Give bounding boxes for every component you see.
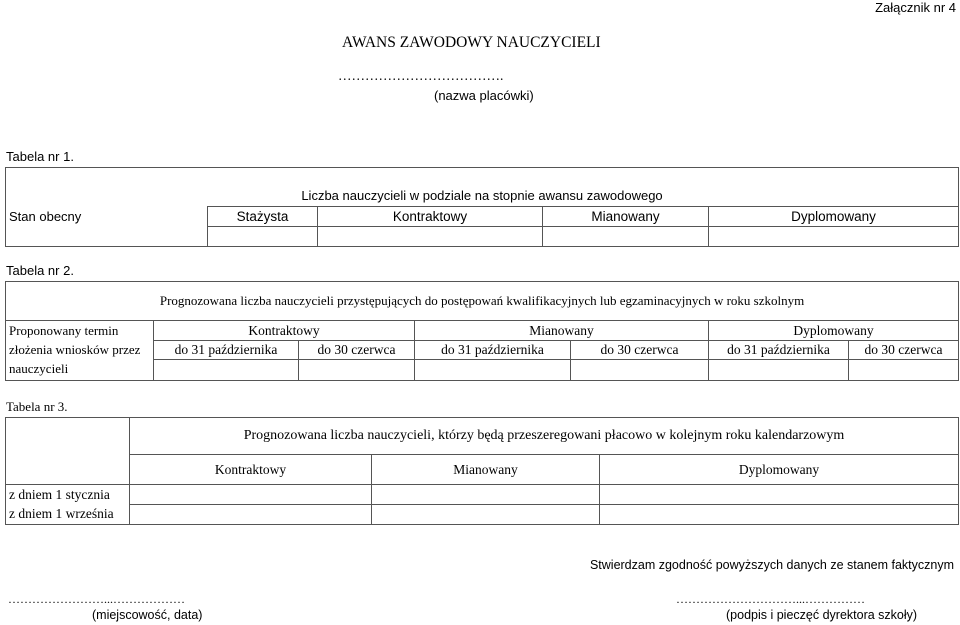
signature-dots: …………………………...…………… [676, 592, 865, 606]
table3-left-spacer [6, 455, 130, 485]
table2-subcol: do 30 czerwca [299, 341, 415, 360]
attachment-label: Załącznik nr 4 [875, 0, 956, 15]
table1-empty [6, 227, 208, 247]
table3-col-mianowany: Mianowany [372, 455, 600, 485]
table2-value-cell [299, 360, 415, 381]
facility-dots: ………………………………. [338, 68, 504, 83]
table2-label: Tabela nr 2. [6, 263, 74, 278]
page-title: AWANS ZAWODOWY NAUCZYCIELI [342, 34, 601, 51]
table3-label: Tabela nr 3. [6, 399, 68, 414]
table2-value-cell [849, 360, 959, 381]
table3 [5, 417, 959, 525]
table1-col-kontraktowy: Kontraktowy [318, 207, 543, 227]
table2-value-cell [571, 360, 709, 381]
table3-corner [6, 418, 130, 455]
table2-value-cell [709, 360, 849, 381]
table3-caption: Prognozowana liczba nauczycieli, którzy będą przeszeregowani płacowo w kolejnym roku kalendarzowym [130, 418, 959, 455]
table2 [5, 281, 959, 381]
table2-group-kontraktowy: Kontraktowy [154, 321, 415, 341]
table2-value-cell [415, 360, 571, 381]
table1-col-stazysta: Stażysta [208, 207, 318, 227]
table1-value-cell [543, 227, 709, 247]
table2-row-label: Proponowany termin złożenia wniosków przez nauczycieli [6, 321, 154, 381]
table2-subcol: do 31 października [154, 341, 299, 360]
table2-subcol: do 30 czerwca [849, 341, 959, 360]
table1-row-label: Stan obecny [6, 207, 208, 227]
table3-value-cell [372, 485, 600, 505]
table2-group-mianowany: Mianowany [415, 321, 709, 341]
table3-col-kontraktowy: Kontraktowy [130, 455, 372, 485]
table1-value-cell [318, 227, 543, 247]
place-date-caption: (miejscowość, data) [92, 608, 203, 622]
table1-label: Tabela nr 1. [6, 149, 74, 164]
table3-value-cell [130, 505, 372, 525]
signature-caption: (podpis i pieczęć dyrektora szkoły) [726, 608, 918, 622]
table2-value-cell [154, 360, 299, 381]
table2-group-dyplomowany: Dyplomowany [709, 321, 959, 341]
facility-caption: (nazwa placówki) [434, 88, 534, 103]
table1-col-mianowany: Mianowany [543, 207, 709, 227]
place-date-dots: ……………………...……………… [8, 592, 185, 606]
table2-caption: Prognozowana liczba nauczycieli przystępujących do postępowań kwalifikacyjnych lub egzaminacyjnych w roku szkolnym [6, 282, 959, 321]
table1-value-cell [208, 227, 318, 247]
table3-row-label-sep: z dniem 1 września [6, 505, 130, 525]
footer-statement: Stwierdzam zgodność powyższych danych ze stanem faktycznym [589, 558, 954, 572]
table1-caption: Liczba nauczycieli w podziale na stopnie awansu zawodowego [6, 168, 959, 207]
table1-col-dyplomowany: Dyplomowany [709, 207, 959, 227]
table2-subcol: do 31 października [709, 341, 849, 360]
table3-row-label-jan: z dniem 1 stycznia [6, 485, 130, 505]
table2-subcol: do 30 czerwca [571, 341, 709, 360]
table3-col-dyplomowany: Dyplomowany [600, 455, 959, 485]
table1-value-cell [709, 227, 959, 247]
table3-value-cell [600, 485, 959, 505]
table3-value-cell [600, 505, 959, 525]
table1 [5, 167, 959, 247]
table3-value-cell [130, 485, 372, 505]
table2-subcol: do 31 października [415, 341, 571, 360]
table3-value-cell [372, 505, 600, 525]
